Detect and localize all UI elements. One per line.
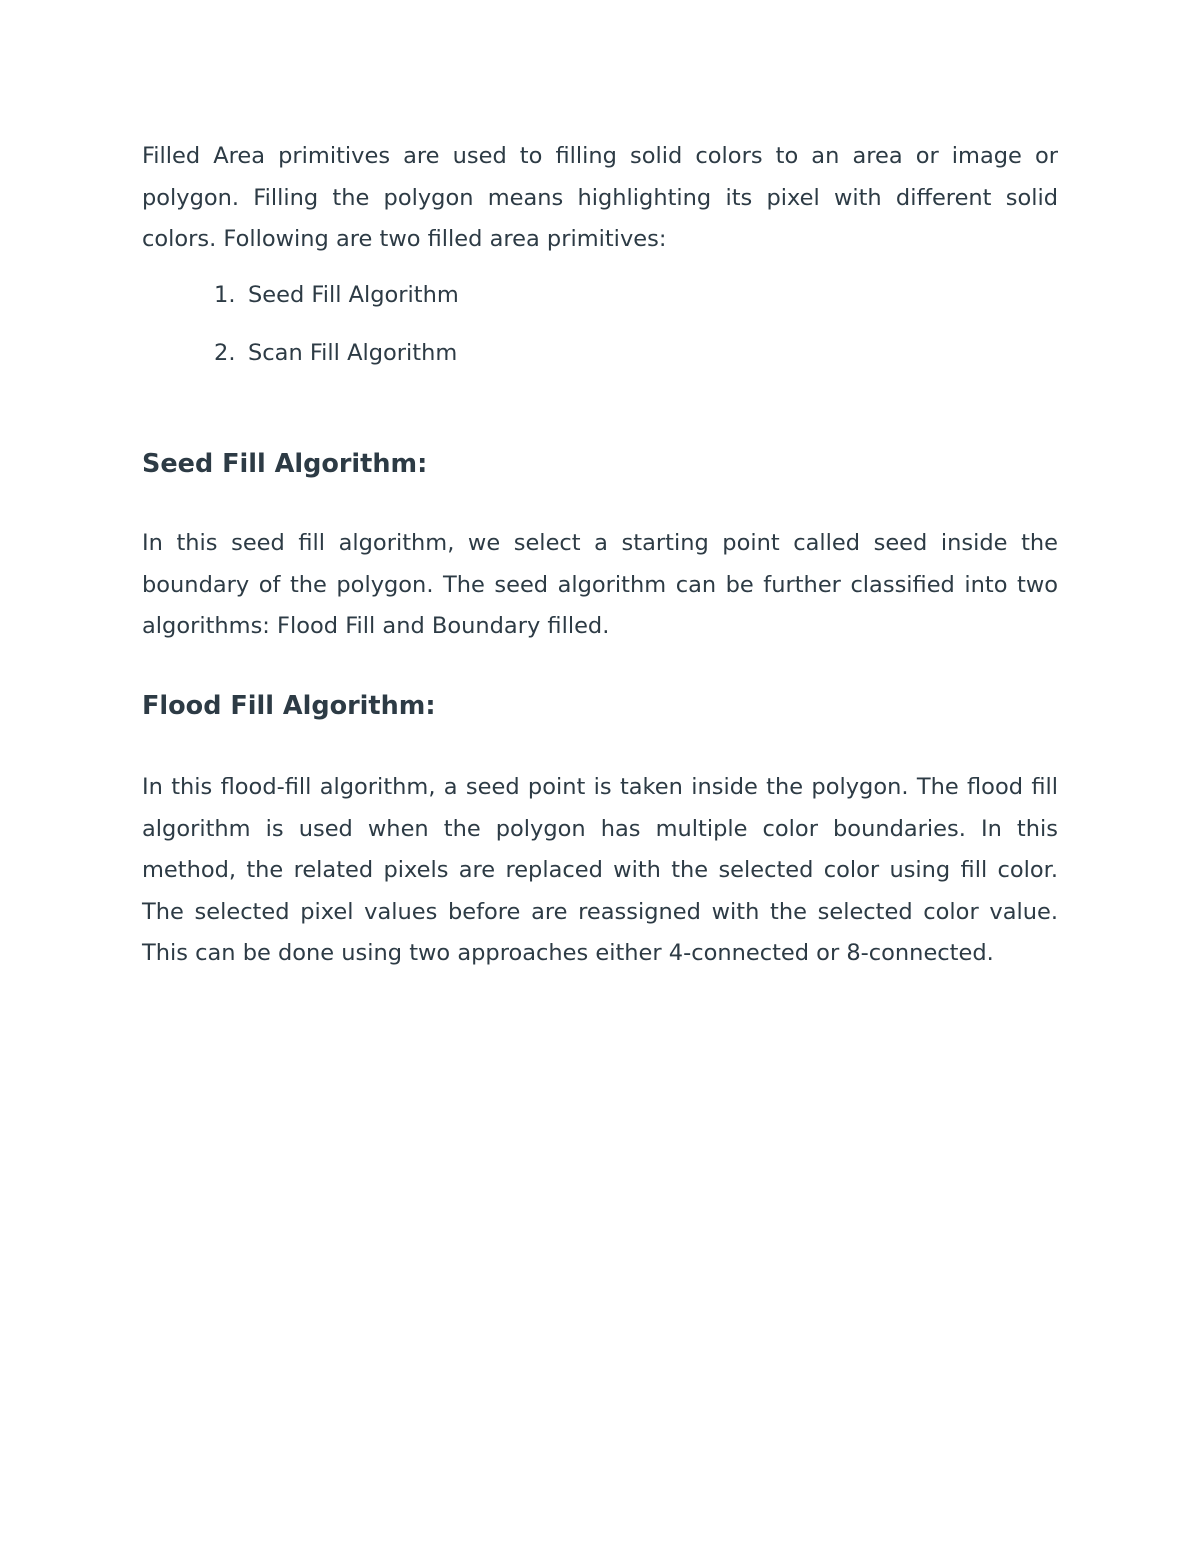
list-item-number: 2.: [214, 339, 236, 366]
list-item: [142, 333, 1058, 391]
list-item-label: Seed Fill Algorithm: [248, 281, 459, 308]
seed-fill-heading: Seed Fill Algorithm:: [142, 448, 428, 479]
list-item-label: Scan Fill Algorithm: [248, 339, 458, 366]
intro-paragraph: Filled Area primitives are used to filling solid colors to an area or image or polygon. Filling the polygon means highlighting its pixel with different solid colors. Following are two filled area primitives:: [142, 143, 1058, 252]
primitives-list: [142, 275, 1058, 391]
flood-fill-heading: Flood Fill Algorithm:: [142, 690, 436, 721]
list-item: [142, 275, 1058, 333]
seed-fill-paragraph: In this seed fill algorithm, we select a starting point called seed inside the boundary of the polygon. The seed algorithm can be further classified into two algorithms: Flood Fill and Boundary filled.: [142, 530, 1058, 639]
list-item-number: 1.: [214, 281, 236, 308]
document-page: [142, 136, 1058, 975]
flood-fill-paragraph: In this flood-fill algorithm, a seed point is taken inside the polygon. The flood fill algorithm is used when the polygon has multiple color boundaries. In this method, the related pixels are replaced with the selected color using fill color. The selected pixel values before are reassigned with the selected color value. This can be done using two approaches either 4-connected or 8-connected.: [142, 774, 1058, 966]
